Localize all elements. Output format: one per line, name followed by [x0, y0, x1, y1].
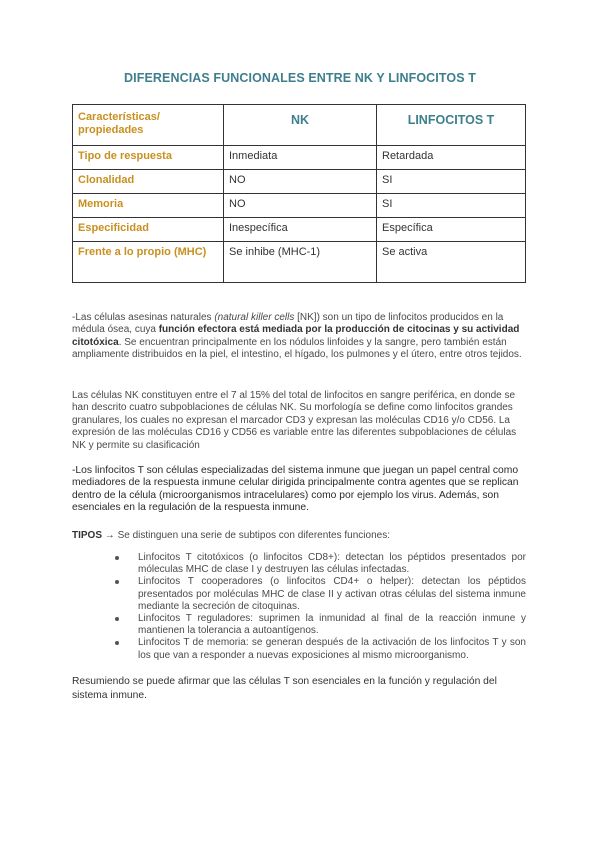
header-linfocitos-t: LINFOCITOS T: [377, 105, 526, 146]
comparison-table: [72, 104, 526, 283]
paragraph-linfocitos-t: -Los linfocitos T son células especializadas del sistema inmune que juegan un papel central como mediadores de la respuesta inmune celular dirigida principalmente contra agentes que se replican dentro de la célula (microorganismos intracelulares) como por ejemplo los virus. Además, son esenciales en la regulación de la respuesta inmune.: [72, 465, 519, 514]
list-item-text: Linfocitos T reguladores: suprimen la inmunidad al final de la reacción inmune y mantienen la tolerancia a autoantígenos.: [138, 613, 526, 637]
row-nk-value: NO: [224, 194, 377, 218]
paragraph-nk-subpopulations: Las células NK constituyen entre el 7 al 15% del total de linfocitos en sangre periférica, en donde se han descrito cuatro subpoblaciones de células NK. Su morfología se define como linfocitos grandes granulares, los cuales no expresan el marcador CD3 y expresan las moléculas CD16 y/o CD56. La expresión de las moléculas CD16 y CD56 es variable entre las diferentes subpoblaciones de células NK y permite su clasificación: [72, 390, 517, 451]
table-row: [73, 170, 526, 194]
row-property: Especificidad: [73, 218, 224, 242]
list-item: [72, 576, 526, 613]
summary-paragraph: Resumiendo se puede afirmar que las células T son esenciales en la función y regulación del sistema inmune.: [72, 676, 497, 701]
bullet-icon: [115, 580, 119, 584]
table-row: [73, 218, 526, 242]
italic-text: (natural killer cells: [214, 312, 295, 323]
row-t-value: SI: [377, 194, 526, 218]
paragraph-nk-intro: [72, 312, 526, 362]
row-property: Clonalidad: [73, 170, 224, 194]
list-item-text: Linfocitos T cooperadores (o linfocitos CD4+ o helper): detectan los péptidos presentados por moléculas MHC de clase II y activan otras células del sistema inmune mediante la secreción de citoquinas.: [138, 576, 526, 612]
row-t-value: Se activa: [377, 242, 526, 283]
bullet-icon: [115, 641, 119, 645]
tipos-text: Se distinguen una serie de subtipos con diferentes funciones:: [114, 530, 390, 541]
bullet-icon: [115, 617, 119, 621]
list-item-text: Linfocitos T de memoria: se generan después de la activación de los linfocitos T y son los que van a responder a nuevas exposiciones al mismo microorganismo.: [138, 637, 526, 661]
row-property: Frente a lo propio (MHC): [73, 242, 224, 283]
header-nk: NK: [224, 105, 377, 146]
row-nk-value: Inmediata: [224, 146, 377, 170]
subtypes-list: [72, 552, 526, 662]
list-item: [72, 637, 526, 661]
text-span: -Las células asesinas naturales: [72, 312, 215, 323]
row-nk-value: Se inhibe (MHC-1): [224, 242, 377, 283]
list-item: [72, 613, 526, 637]
table-row: [73, 242, 526, 283]
row-property: Tipo de respuesta: [73, 146, 224, 170]
tipos-line: [72, 530, 390, 541]
page-title: DIFERENCIAS FUNCIONALES ENTRE NK Y LINFOCITOS T: [124, 71, 476, 85]
table-row: [73, 194, 526, 218]
table-header-row: [73, 105, 526, 146]
text-span: [NK]) son un tipo de linfocitos producidos en la médula ósea, cuya: [72, 312, 504, 336]
list-item-text: Linfocitos T citotóxicos (o linfocitos CD8+): detectan los péptidos presentados por móleculas MHC de clase I y destruyen las células infectadas.: [138, 552, 526, 576]
bold-text: función efectora está mediada por la producción de citocinas y su actividad citotóxica: [72, 324, 520, 348]
row-property: Memoria: [73, 194, 224, 218]
row-nk-value: NO: [224, 170, 377, 194]
list-item: [72, 552, 526, 576]
row-t-value: Retardada: [377, 146, 526, 170]
text-span: . Se encuentran principalmente en los nódulos linfoides y la sangre, pero también están ampliamente distribuidos en la piel, el intestino, el hígado, los pulmones y el útero, entre otros tejidos.: [72, 336, 522, 361]
header-properties: Características/ propiedades: [73, 105, 224, 146]
row-nk-value: Inespecífica: [224, 218, 377, 242]
tipos-label: TIPOS: [72, 530, 103, 541]
arrow-icon: →: [104, 530, 115, 541]
table-row: [73, 146, 526, 170]
row-t-value: SI: [377, 170, 526, 194]
bullet-icon: [115, 556, 119, 560]
row-t-value: Específica: [377, 218, 526, 242]
